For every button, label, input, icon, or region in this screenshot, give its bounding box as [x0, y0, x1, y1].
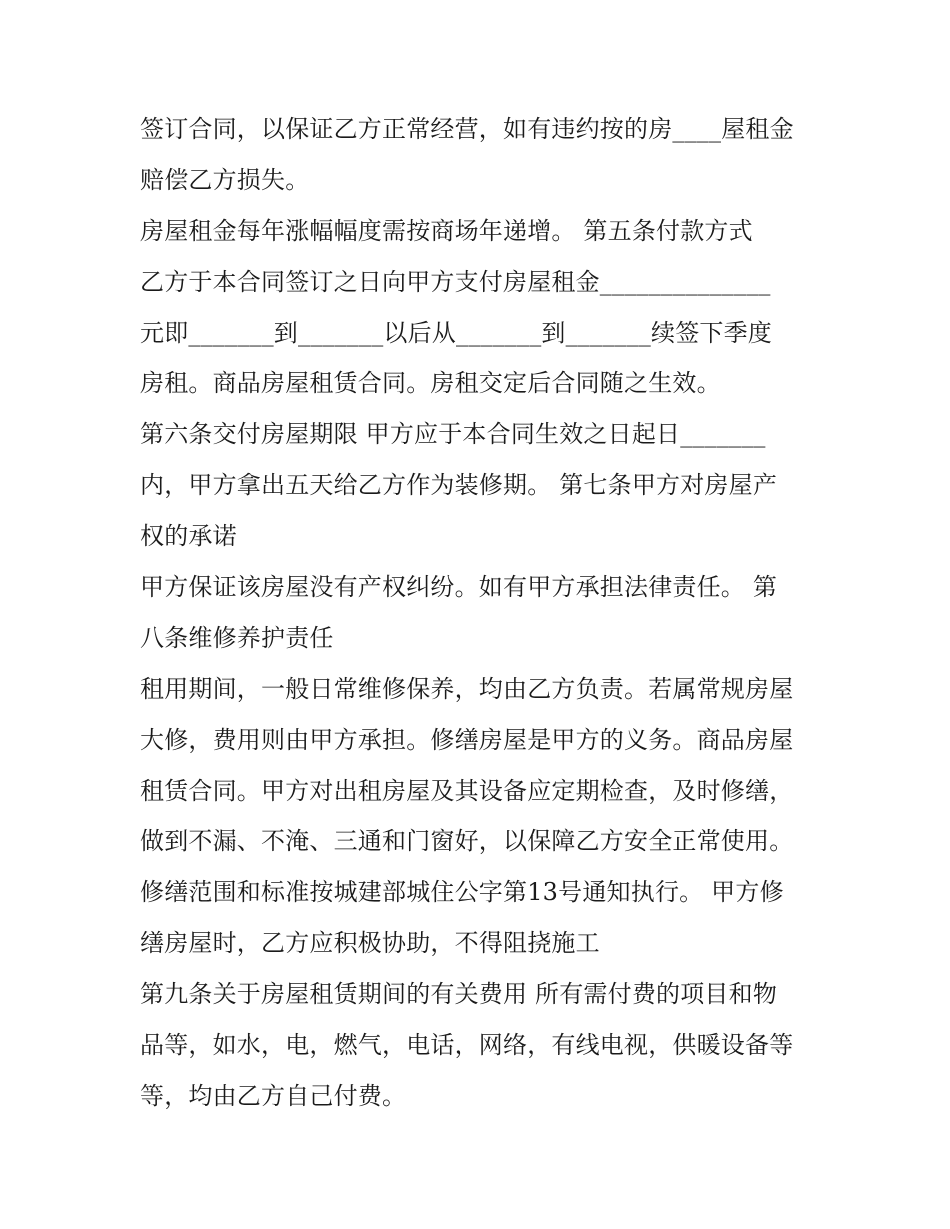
- text-line: 等，均由乙方自己付费。: [140, 1081, 407, 1110]
- text-line: 第六条交付房屋期限 甲方应于本合同生效之日起日_______: [140, 420, 766, 449]
- text-line: 缮房屋时，乙方应积极协助，不得阻挠施工: [140, 929, 600, 958]
- text-line: 甲方保证该房屋没有产权纠纷。如有甲方承担法律责任。 第: [140, 573, 778, 602]
- text-line: 房屋租金每年涨幅幅度需按商场年递增。 第五条付款方式: [140, 216, 753, 245]
- text-line: 赔偿乙方损失。: [140, 165, 310, 194]
- text-line: 乙方于本合同签订之日向甲方支付房屋租金______________: [140, 267, 771, 296]
- text-line: 八条维修养护责任: [140, 623, 334, 652]
- text-line: 签订合同，以保证乙方正常经营，如有违约按的房____屋租金: [140, 115, 794, 143]
- document-body: [140, 104, 820, 1122]
- text-line: 租赁合同。甲方对出租房屋及其设备应定期检查，及时修缮，: [140, 776, 794, 805]
- text-line: 第九条关于房屋租赁期间的有关费用 所有需付费的项目和物: [140, 980, 778, 1009]
- text-line: 品等，如水，电，燃气，电话，网络，有线电视，供暖设备等: [140, 1031, 794, 1060]
- text-line: 租用期间，一般日常维修保养，均由乙方负责。若属常规房屋: [140, 674, 794, 703]
- text-line: 大修，费用则由甲方承担。修缮房屋是甲方的义务。商品房屋: [140, 725, 794, 754]
- text-line: 元即_______到_______以后从_______到_______续签下季度: [140, 318, 772, 347]
- text-line: 内，甲方拿出五天给乙方作为装修期。 第七条甲方对房屋产: [140, 471, 778, 500]
- text-line: 房租。商品房屋租赁合同。房租交定后合同随之生效。: [140, 369, 721, 398]
- text-line: 做到不漏、不淹、三通和门窗好，以保障乙方安全正常使用。: [140, 827, 794, 856]
- text-line: 权的承诺: [140, 522, 237, 551]
- text-line: 修缮范围和标准按城建部城住公字第13号通知执行。 甲方修: [140, 878, 784, 907]
